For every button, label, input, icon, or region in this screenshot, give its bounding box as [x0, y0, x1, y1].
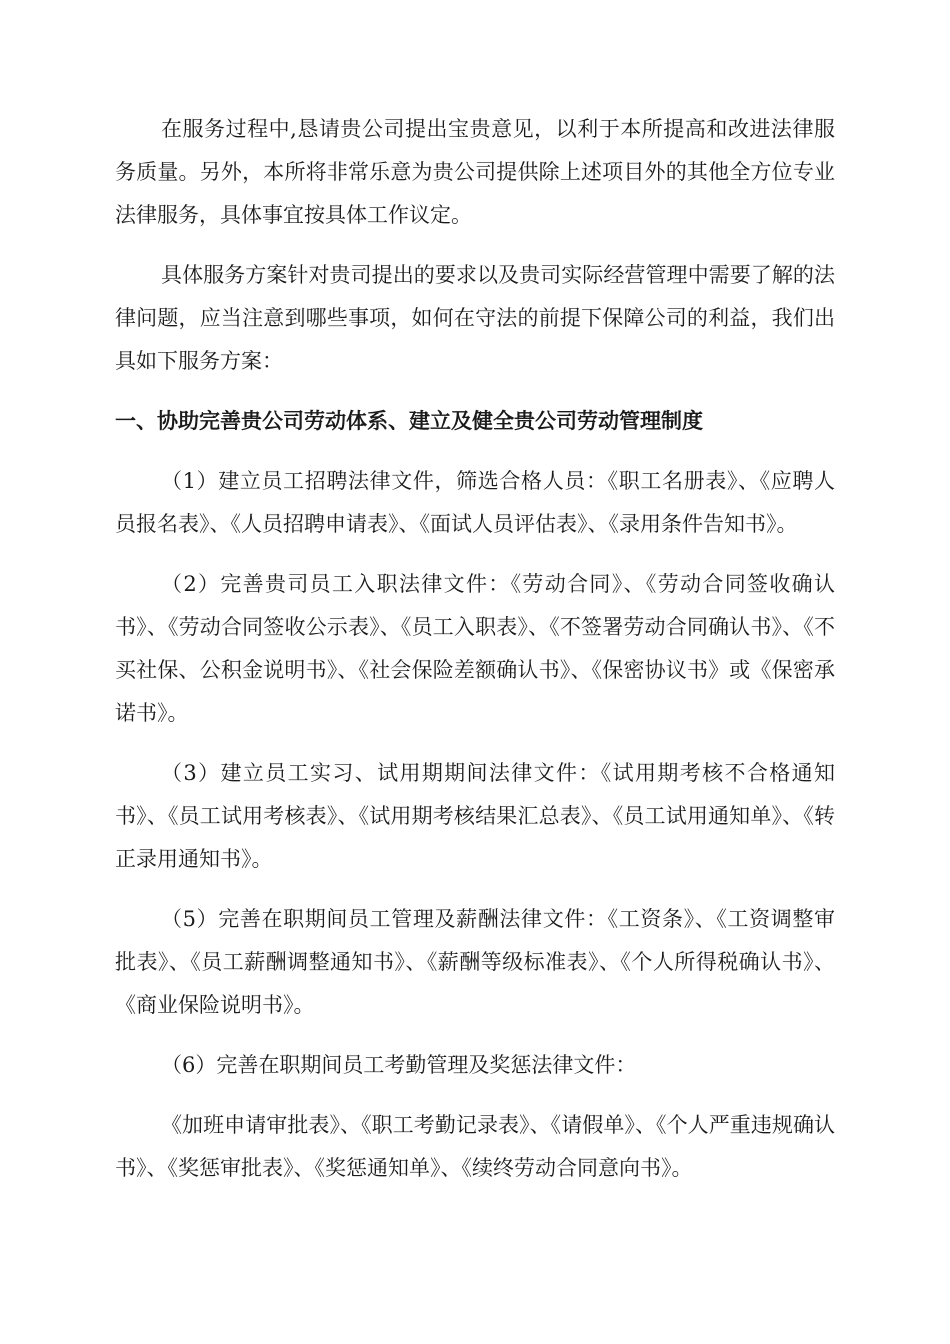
list-item-attendance-documents: 《加班申请审批表》、《职工考勤记录表》、《请假单》、《个人严重违规确认书》、《奖惩审批表》、《奖惩通知单》、《续终劳动合同意向书》。 [115, 1113, 835, 1180]
paragraph-service-plan-intro: 具体服务方案针对贵司提出的要求以及贵司实际经营管理中需要了解的法律问题，应当注意到哪些事项，如何在守法的前提下保障公司的利益，我们出具如下服务方案： [115, 263, 835, 373]
list-item-salary: （5）完善在职期间员工管理及薪酬法律文件：《工资条》、《工资调整审批表》、《员工薪酬调整通知书》、《薪酬等级标准表》、《个人所得税确认书》、《商业保险说明书》。 [115, 907, 835, 1017]
list-item-onboarding: （2）完善贵司员工入职法律文件：《劳动合同》、《劳动合同签收确认书》、《劳动合同签收公示表》、《员工入职表》、《不签署劳动合同确认书》、《不买社保、公积金说明书》、《社会保险差额确认书》、《保密协议书》或《保密承诺书》。 [115, 572, 835, 725]
paragraph-service-feedback: 在服务过程中,恳请贵公司提出宝贵意见，以利于本所提高和改进法律服务质量。另外，本所将非常乐意为贵公司提供除上述项目外的其他全方位专业法律服务，具体事宜按具体工作议定。 [115, 117, 835, 227]
section-heading: 一、协助完善贵公司劳动体系、建立及健全贵公司劳动管理制度 [115, 409, 703, 433]
list-item-probation: （3）建立员工实习、试用期期间法律文件：《试用期考核不合格通知书》、《员工试用考核表》、《试用期考核结果汇总表》、《员工试用通知单》、《转正录用通知书》。 [115, 761, 835, 871]
list-item-recruitment: （1）建立员工招聘法律文件，筛选合格人员：《职工名册表》、《应聘人员报名表》、《人员招聘申请表》、《面试人员评估表》、《录用条件告知书》。 [115, 469, 835, 536]
document-body [115, 108, 835, 1207]
list-item-attendance: （6）完善在职期间员工考勤管理及奖惩法律文件： [161, 1053, 637, 1077]
